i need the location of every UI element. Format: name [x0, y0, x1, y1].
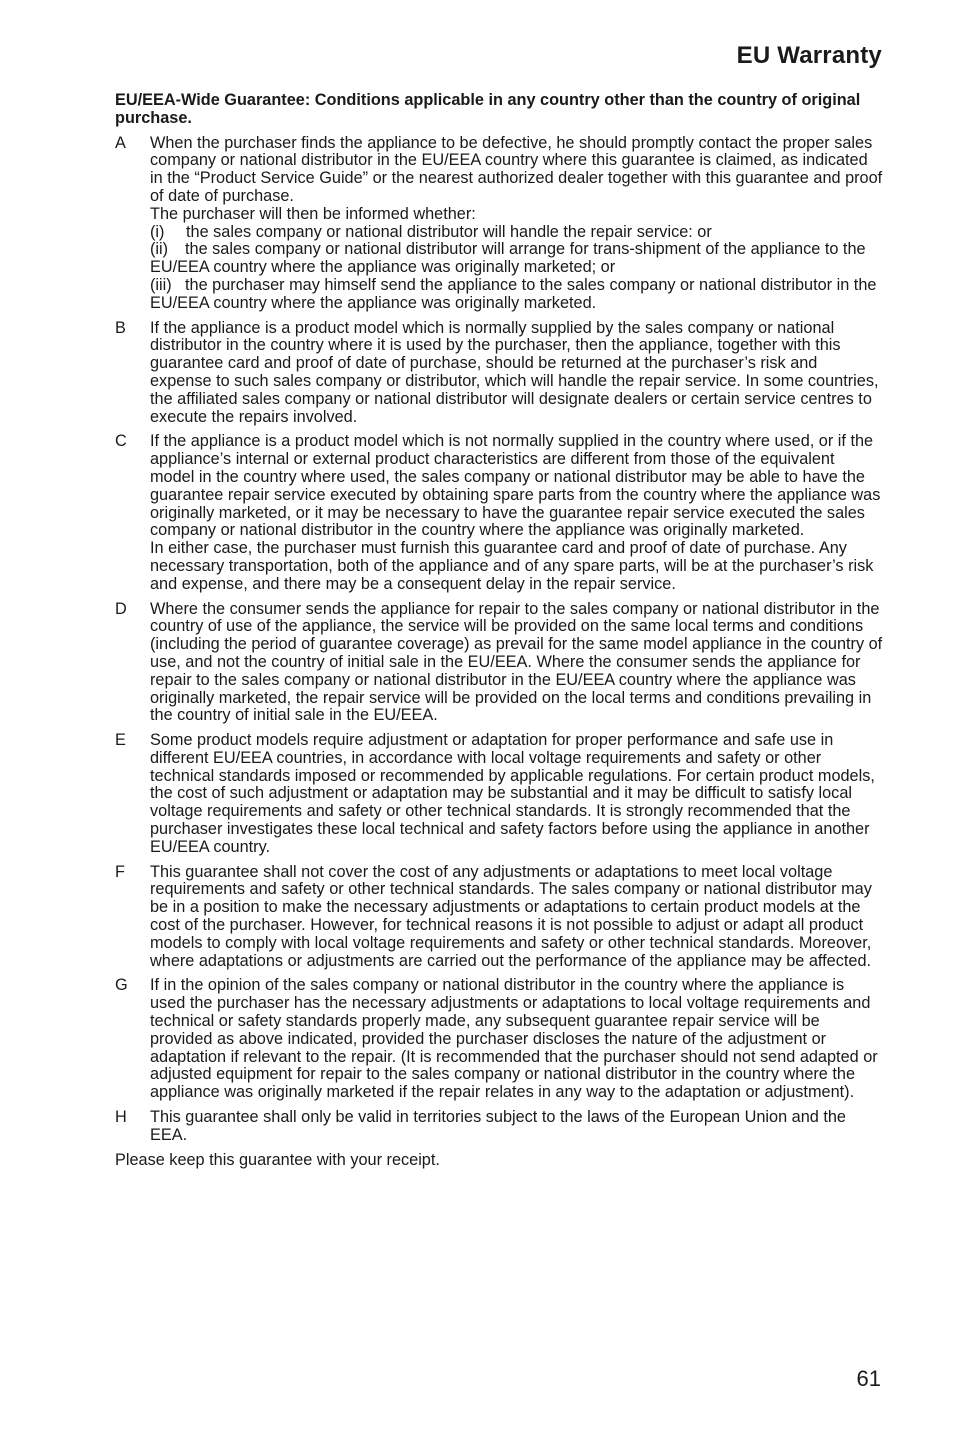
- clause-letter: H: [115, 1108, 127, 1127]
- clause-a: [115, 135, 883, 313]
- sub-item: [150, 241, 883, 277]
- clause-paragraph: If in the opinion of the sales company or national distributor in the country where the appliance is used the purchaser has the necessary adjustments or adaptations to local voltage requirements and technical or safety standards properly made, any subsequent guarantee repair service will be provided as above indicated, provided the purchaser discloses the nature of the adjustment or adaptation if relevant to the repair. (It is recommended that the purchaser should not send adapted or adjusted equipment for repair to the sales company or national distributor in the country where the appliance was originally marketed if the repair relates in any way to the adaptation or adjustment).: [150, 976, 878, 1102]
- sub-item-number: (i): [150, 222, 165, 241]
- page-title: EU Warranty: [736, 42, 882, 69]
- clause-paragraph: The purchaser will then be informed whether:: [150, 204, 476, 223]
- clause-body: [150, 1109, 883, 1145]
- clause-c: [115, 433, 883, 593]
- clause-paragraph: This guarantee shall not cover the cost of any adjustments or adaptations to meet local voltage requirements and safety or other technical standards. The sales company or national distributor may be in a position to make the necessary adjustments or adaptations to certain product models at the cost of the purchaser. However, for technical reasons it is not possible to adjust or adapt all product models to comply with local voltage requirements and safety or other technical standards. Moreover, where adaptations or adjustments are carried out the performance of the appliance may be affected.: [150, 862, 872, 970]
- closing-note: Please keep this guarantee with your receipt.: [115, 1150, 440, 1169]
- clause-e: [115, 732, 883, 857]
- clause-body: [150, 320, 883, 427]
- sub-list: [150, 224, 883, 313]
- clause-body: [150, 601, 883, 726]
- clause-paragraph: If the appliance is a product model which is normally supplied by the sales company or national distributor in the country where it is used by the purchaser, then the appliance, together with this guarantee card and proof of date of purchase, should be returned at the purchaser’s risk and expense to such sales company or distributor, which will handle the repair service. In some countries, the affiliated sales company or national distributor will designate dealers or certain service centres to execute the repairs involved.: [150, 318, 879, 426]
- clause-letter: A: [115, 133, 126, 152]
- clause-paragraph: Where the consumer sends the appliance for repair to the sales company or national distributor in the country of use of the appliance, the service will be provided on the same local terms and conditions (including the period of guarantee coverage) as prevail for the same model appliance in the country of use, and not the country of initial sale in the EU/EEA. Where the consumer sends the appliance for repair to the sales company or national distributor in the EU/EEA country where the appliance was originally marketed, the repair service will be provided on the local terms and conditions prevailing in the country of initial sale in the EU/EEA.: [150, 599, 883, 725]
- clause-body: [150, 977, 883, 1102]
- clause-letter: C: [115, 432, 127, 451]
- sub-item-text: the sales company or national distributor will handle the repair service: or: [186, 222, 712, 241]
- clause-body: [150, 864, 883, 971]
- warranty-content: [115, 92, 883, 1169]
- clause-d: [115, 601, 883, 726]
- clause-body: [150, 433, 883, 593]
- clause-f: [115, 864, 883, 971]
- clause-letter: D: [115, 599, 127, 618]
- clause-b: [115, 320, 883, 427]
- sub-item: [150, 224, 883, 242]
- clause-letter: B: [115, 318, 126, 337]
- clause-letter: E: [115, 731, 126, 750]
- clause-body: [150, 135, 883, 313]
- clause-paragraph: If the appliance is a product model which is not normally supplied in the country where used, or if the appliance’s internal or external product characteristics are different from those of the equivalent model in the country where used, the sales company or national distributor may be able to have the guarantee repair service executed by obtaining spare parts from the country where the appliance was originally marketed, or it may be necessary to have the guarantee repair service executed the sales company or national distributor in the country where the appliance was originally marketed.: [150, 432, 881, 540]
- page-number: 61: [856, 1366, 881, 1391]
- clause-paragraph: This guarantee shall only be valid in territories subject to the laws of the European Union and the EEA.: [150, 1108, 846, 1144]
- sub-item-number: (ii): [150, 240, 169, 259]
- sub-item-text: the purchaser may himself send the appliance to the sales company or national distributor in the EU/EEA country where the appliance was originally marketed.: [150, 275, 877, 312]
- sub-item-text: the sales company or national distributor will arrange for trans-shipment of the appliance to the EU/EEA country where the appliance was originally marketed; or: [150, 240, 866, 277]
- sub-item-number: (iii): [150, 275, 172, 294]
- sub-item: [150, 277, 883, 313]
- clause-letter: G: [115, 976, 128, 995]
- clause-paragraph: Some product models require adjustment or adaptation for proper performance and safe use in different EU/EEA countries, in accordance with local voltage requirements and safety or other technical standards imposed or recommended by applicable regulations. For certain product models, the cost of such adjustment or adaptation may be substantial and it may be difficult to satisfy local voltage requirements and safety or other technical standards. It is strongly recommended that the purchaser investigates these local technical and safety factors before using the appliance in another EU/EEA country.: [150, 731, 875, 856]
- clause-body: [150, 732, 883, 857]
- clause-paragraph: In either case, the purchaser must furnish this guarantee card and proof of date of purchase. Any necessary transportation, both of the appliance and of any spare parts, will be at the purchaser’s risk and expense, and there may be a consequent delay in the repair service.: [150, 539, 874, 593]
- clause-h: [115, 1109, 883, 1145]
- clause-letter: F: [115, 862, 125, 881]
- intro-heading: EU/EEA-Wide Guarantee: Conditions applicable in any country other than the country of original purchase.: [115, 91, 861, 127]
- clause-g: [115, 977, 883, 1102]
- clause-paragraph: When the purchaser finds the appliance to be defective, he should promptly contact the proper sales company or national distributor in the EU/EEA country where this guarantee is claimed, as indicated in the “Product Service Guide” or the nearest authorized dealer together with this guarantee and proof of date of purchase.: [150, 133, 883, 205]
